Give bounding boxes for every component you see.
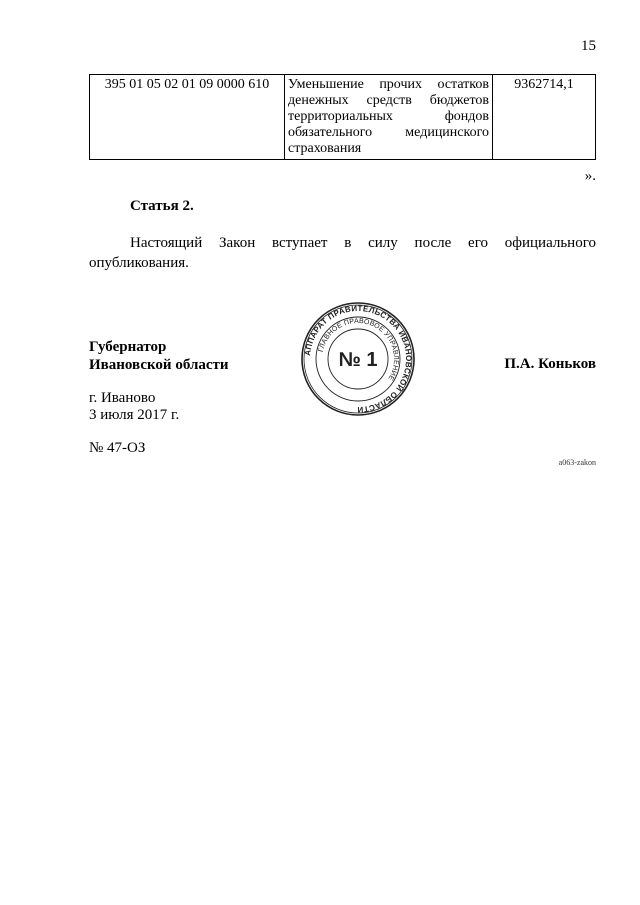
position-line-2: Ивановской области: [89, 357, 229, 373]
page-number: 15: [581, 38, 596, 54]
seal-outer-text: АППАРАТ ПРАВИТЕЛЬСТВА ИВАНОВСКОЙ ОБЛАСТИ: [303, 303, 414, 415]
place-and-date: [89, 390, 179, 424]
position-line-1: Губернатор: [89, 339, 167, 355]
date: 3 июля 2017 г.: [89, 407, 180, 423]
closing-quote: ».: [584, 168, 596, 184]
table-row: [90, 75, 596, 160]
article-title: Статья 2.: [130, 198, 194, 214]
budget-name-cell: Уменьшение прочих остатков денежных средств бюджетов территориальных фондов обязательного медицинского страхования: [285, 75, 493, 160]
official-seal: [300, 301, 416, 417]
file-tag: a063-zakon: [558, 458, 596, 467]
law-number: № 47-ОЗ: [89, 440, 146, 456]
seal-inner-text: ГЛАВНОЕ ПРАВОВОЕ УПРАВЛЕНИЕ: [317, 317, 400, 382]
article-text: Настоящий Закон вступает в силу после его официального опубликования.: [89, 235, 596, 271]
place: г. Иваново: [89, 390, 156, 406]
budget-code-cell: 395 01 05 02 01 09 0000 610: [90, 75, 285, 160]
seal-number: № 1: [338, 349, 378, 371]
signatory-position: [89, 338, 229, 374]
budget-value-cell: 9362714,1: [493, 75, 596, 160]
signatory-name: П.А. Коньков: [504, 356, 596, 372]
budget-table: [89, 74, 596, 160]
